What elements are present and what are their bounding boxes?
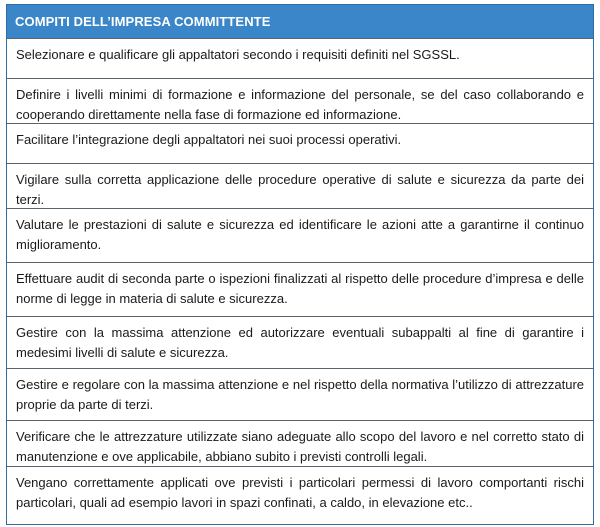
table-header: COMPITI DELL’IMPRESA COMMITTENTE: [7, 5, 593, 38]
table-row: Selezionare e qualificare gli appaltatori secondo i requisiti definiti nel SGSSL.: [7, 38, 593, 78]
table-row: Definire i livelli minimi di formazione e informazione del personale, se del caso collaborando e cooperando direttamente nella fase di formazione ed informazione.: [7, 78, 593, 123]
table-row: Facilitare l’integrazione degli appaltatori nei suoi processi operativi.: [7, 123, 593, 163]
table-row: Vengano correttamente applicati ove previsti i particolari permessi di lavoro comportanti rischi particolari, quali ad esempio lavori in spazi confinati, a caldo, in elevazione etc..: [7, 466, 593, 524]
table-row: Vigilare sulla corretta applicazione delle procedure operative di salute e sicurezza da parte dei terzi.: [7, 163, 593, 208]
table-row: Valutare le prestazioni di salute e sicurezza ed identificare le azioni atte a garantirne il continuo miglioramento.: [7, 208, 593, 262]
table-row: Effettuare audit di seconda parte o ispezioni finalizzati al rispetto delle procedure d’impresa e delle norme di legge in materia di salute e sicurezza.: [7, 262, 593, 316]
table-row: Gestire con la massima attenzione ed autorizzare eventuali subappalti al fine di garantire i medesimi livelli di salute e sicurezza.: [7, 316, 593, 368]
table-row: Verificare che le attrezzature utilizzate siano adeguate allo scopo del lavoro e nel corretto stato di manutenzione e ove applicabile, abbiano subito i previsti controlli legali.: [7, 420, 593, 466]
tasks-table: [6, 4, 594, 525]
table-row: Gestire e regolare con la massima attenzione e nel rispetto della normativa l’utilizzo di attrezzature proprie da parte di terzi.: [7, 368, 593, 420]
